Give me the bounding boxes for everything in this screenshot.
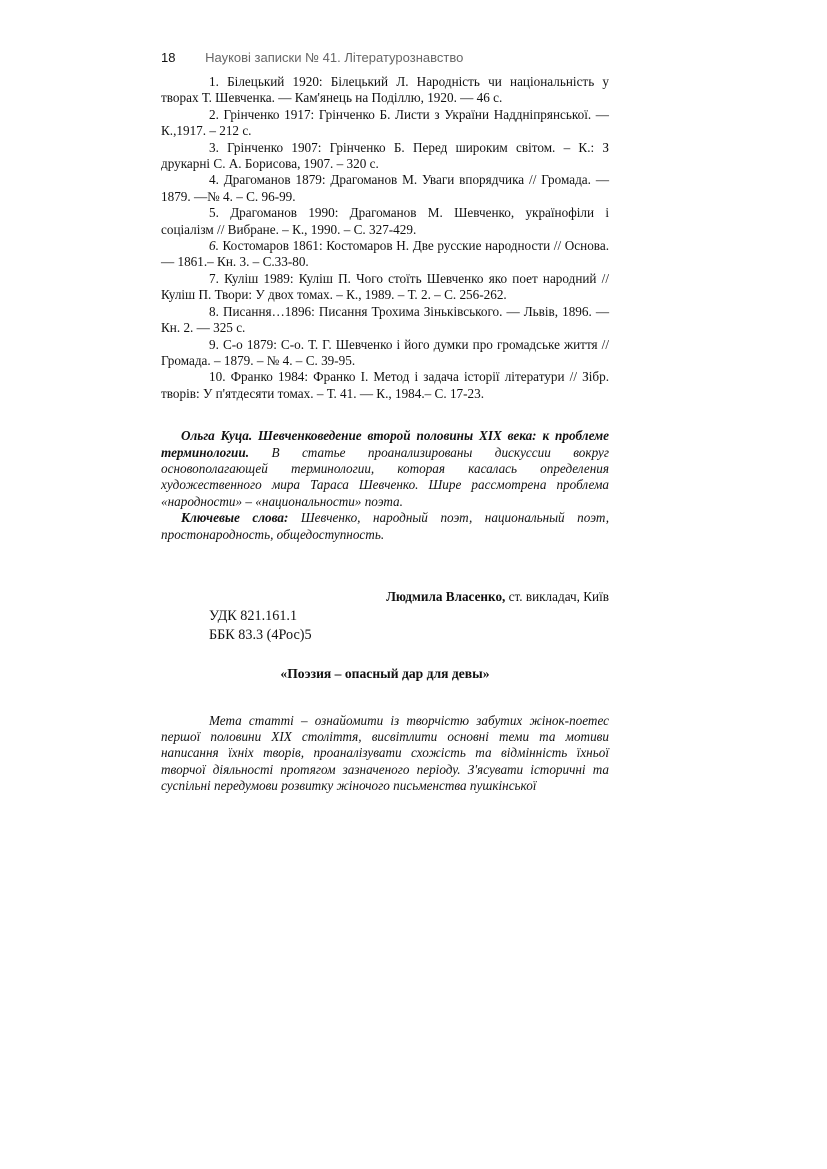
reference-item: 8. Писання…1896: Писання Трохима Зіньківського. — Львів, 1896. — Кн. 2. — 325 с. [161,303,610,336]
udk-code: УДК 821.161.1 [209,608,298,625]
page-number: 18 [161,50,176,65]
classification-codes [209,607,609,644]
article-intro: Мета статті – ознайомити із творчістю забутих жінок-поетес першої половини XIX століття, висвітлити основні теми та мотиви написання їхніх творів, проаналізувати схожість та відмінність їхньої творчої діяльності протягом зазначеного періоду. З'ясувати історичні та суспільні передумови розвитку жіночого письменства пушкінської [161,712,609,794]
abstract-author-title: Ольга Куца. Шевченковедение второй половины XIX века: к проблеме терминологии. [161,428,609,460]
running-header [161,50,609,68]
reference-item: 5. Драгоманов 1990: Драгоманов М. Шевченко, українофіли і соціалізм // Вибране. – К., 1990. – С. 327-429. [161,205,610,237]
article-title: «Поэзия – опасный дар для девы» [280,666,490,682]
page-content [161,50,609,808]
reference-item: 6. Костомаров 1861: Костомаров Н. Две русские народности // Основа. — 1861.– Кн. 3. – С.33-80. [161,238,609,270]
reference-item: 10. Франко 1984: Франко І. Метод і задача історії літератури // Зібр. творів: У п'ятдесяти томах. – Т. 41. — К., 1984.– С. 17-23. [161,369,609,401]
abstract-paragraph [161,428,609,510]
keywords-paragraph [161,510,609,543]
author-role: ст. викладач, Київ [505,588,609,604]
abstract-block [161,428,609,543]
keywords-text: Шевченко, народный поэт, национальный поэт, простонародность, общедоступность. [161,510,609,542]
reference-item: 2. Грінченко 1917: Грінченко Б. Листи з України Наддніпрянської. — К.,1917. – 212 с. [161,106,609,139]
reference-list [161,74,609,402]
reference-item: 4. Драгоманов 1879: Драгоманов М. Уваги впорядчика // Громада. — 1879. —№ 4. – С. 96-99. [161,172,610,204]
reference-item: 1. Білецький 1920: Білецький Л. Народність чи національність у творах Т. Шевченка. — Кам'янець на Поділлю, 1920. — 46 с. [161,74,609,106]
reference-item: 9. С-о 1879: С-о. Т. Г. Шевченко і його думки про громадське життя // Громада. – 1879. – № 4. – С. 39-95. [161,336,609,368]
reference-item: 7. Куліш 1989: Куліш П. Чого стоїть Шевченко яко поет народний // Куліш П. Твори: У двох томах. – К., 1989. – Т. 2. – С. 256-262. [161,270,609,303]
reference-item: 3. Грінченко 1907: Грінченко Б. Перед широким світом. – К.: З друкарні С. А. Борисова, 1907. – 320 с. [161,139,610,172]
author-name: Людмила Власенко, [386,588,506,604]
abstract-body: В статье проанализированы дискуссии вокруг основополагающей терминологии, которая касалась определения художественного мира Тараса Шевченко. Шире рассмотрена проблема «народности» – «национальности» поэта. [161,444,609,509]
keywords-label: Ключевые слова: [181,510,289,526]
journal-title: Наукові записки № 41. Літературознавство [205,50,464,65]
bbk-code: ББК 83.3 (4Рос)5 [209,626,312,643]
article-author [161,589,609,605]
